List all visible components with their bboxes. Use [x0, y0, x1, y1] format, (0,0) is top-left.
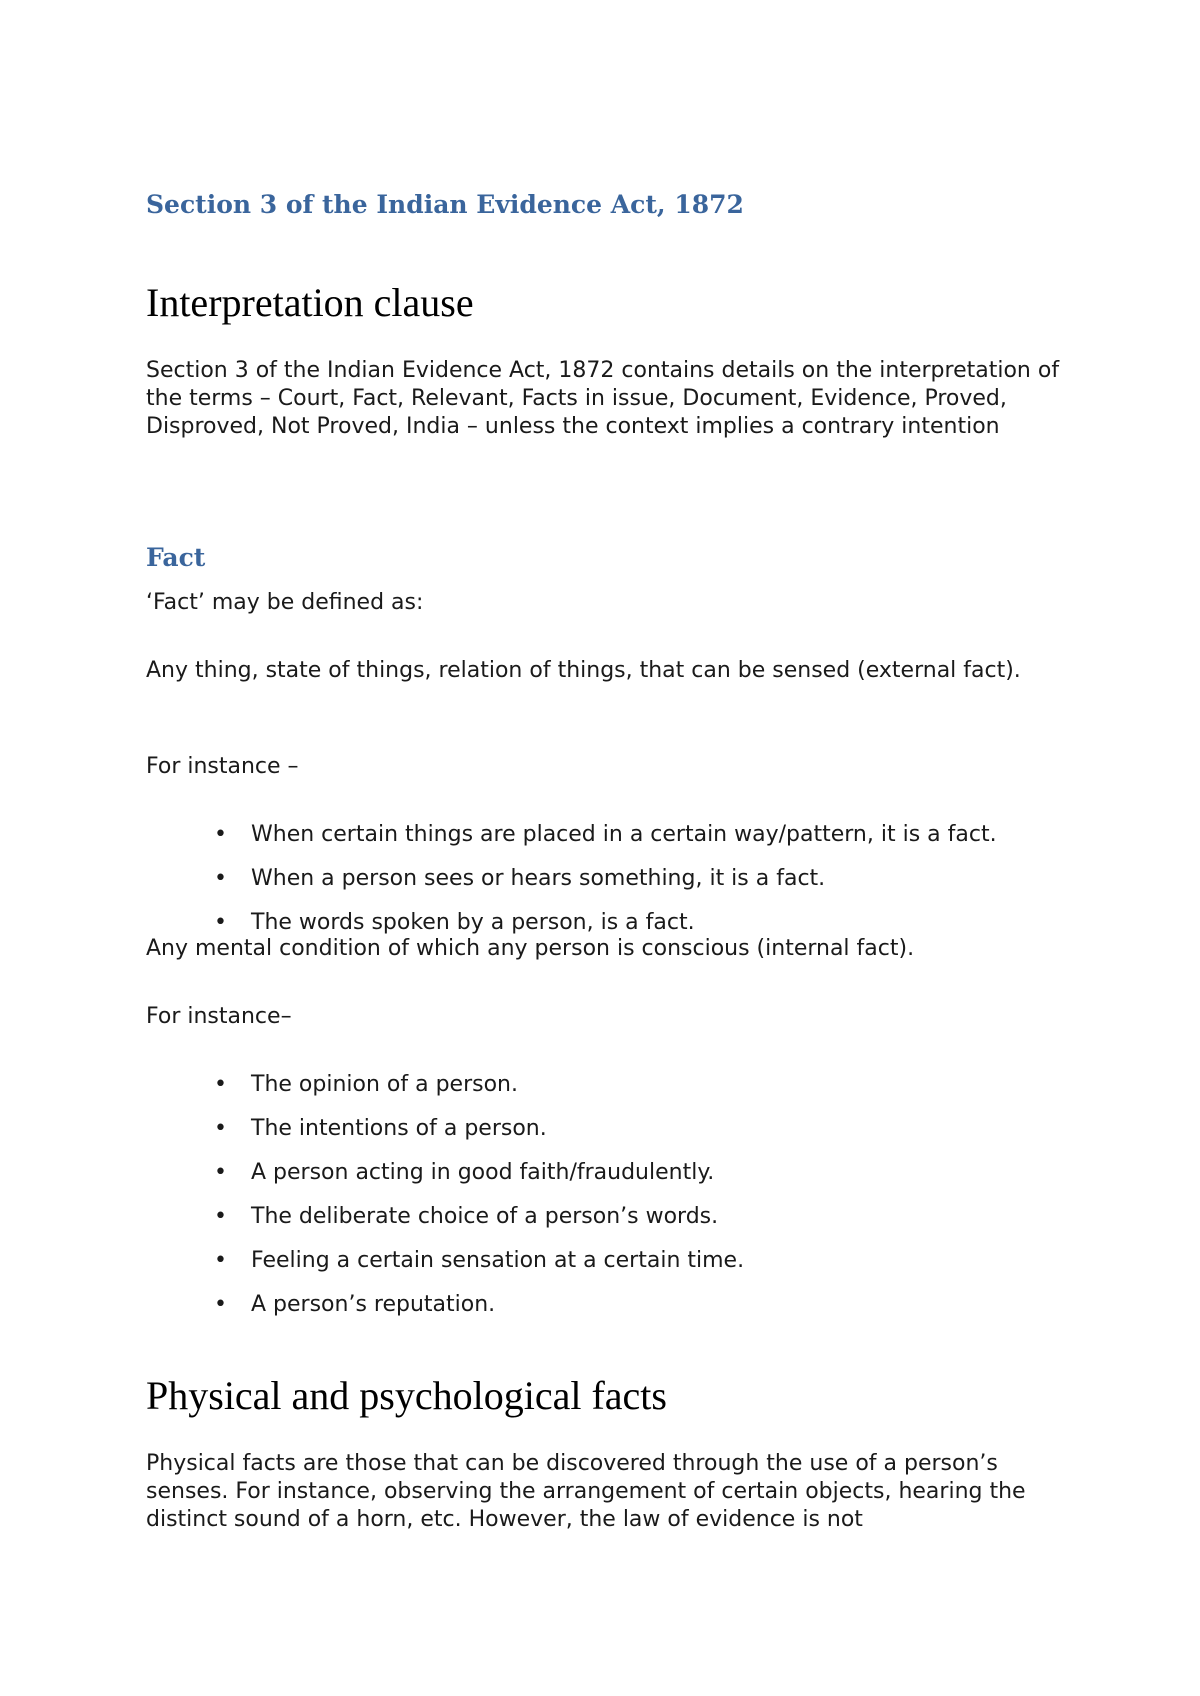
list-item: • Feeling a certain sensation at a certain time.	[214, 1248, 745, 1273]
bullet-icon: •	[214, 1204, 227, 1229]
internal-fact-examples	[146, 1071, 1066, 1335]
internal-fact-paragraph: Any mental condition of which any person is conscious (internal fact).	[146, 936, 915, 961]
list-item: • The deliberate choice of a person’s words.	[214, 1204, 719, 1229]
physical-facts-paragraph: Physical facts are those that can be discovered through the use of a person’s senses. For instance, observing the arrangement of certain objects, hearing the distinct sound of a horn, etc. However, the law of evidence is not	[146, 1451, 1026, 1532]
bullet-icon: •	[214, 1072, 227, 1097]
bullet-icon: •	[214, 910, 227, 935]
bullet-icon: •	[214, 1116, 227, 1141]
bullet-icon: •	[214, 1248, 227, 1273]
fact-definition-intro: ‘Fact’ may be defined as:	[146, 590, 424, 615]
list-item: • The opinion of a person.	[214, 1072, 518, 1097]
document-subtitle: Section 3 of the Indian Evidence Act, 1872	[146, 190, 744, 219]
for-instance-label-1: For instance –	[146, 754, 299, 779]
heading-physical-psychological-facts: Physical and psychological facts	[146, 1373, 667, 1418]
intro-paragraph: Section 3 of the Indian Evidence Act, 1872 contains details on the interpretation of the terms – Court, Fact, Relevant, Facts in issue, Document, Evidence, Proved, Disproved, Not Proved, India – unless the context implies a contrary intention	[146, 358, 1060, 439]
heading-fact: Fact	[146, 543, 206, 572]
list-item: • A person acting in good faith/fraudulently.	[214, 1160, 715, 1185]
bullet-icon: •	[214, 1160, 227, 1185]
bullet-icon: •	[214, 866, 227, 891]
list-item: • When a person sees or hears something, it is a fact.	[214, 866, 826, 891]
bullet-icon: •	[214, 822, 227, 847]
list-item: • A person’s reputation.	[214, 1292, 496, 1317]
list-item: • When certain things are placed in a certain way/pattern, it is a fact.	[214, 822, 997, 847]
list-item: • The words spoken by a person, is a fact.	[214, 910, 695, 935]
heading-interpretation-clause: Interpretation clause	[146, 280, 474, 325]
external-fact-examples	[146, 821, 1066, 953]
for-instance-label-2: For instance–	[146, 1004, 292, 1029]
list-item: • The intentions of a person.	[214, 1116, 547, 1141]
external-fact-paragraph: Any thing, state of things, relation of things, that can be sensed (external fact).	[146, 658, 1021, 683]
bullet-icon: •	[214, 1292, 227, 1317]
